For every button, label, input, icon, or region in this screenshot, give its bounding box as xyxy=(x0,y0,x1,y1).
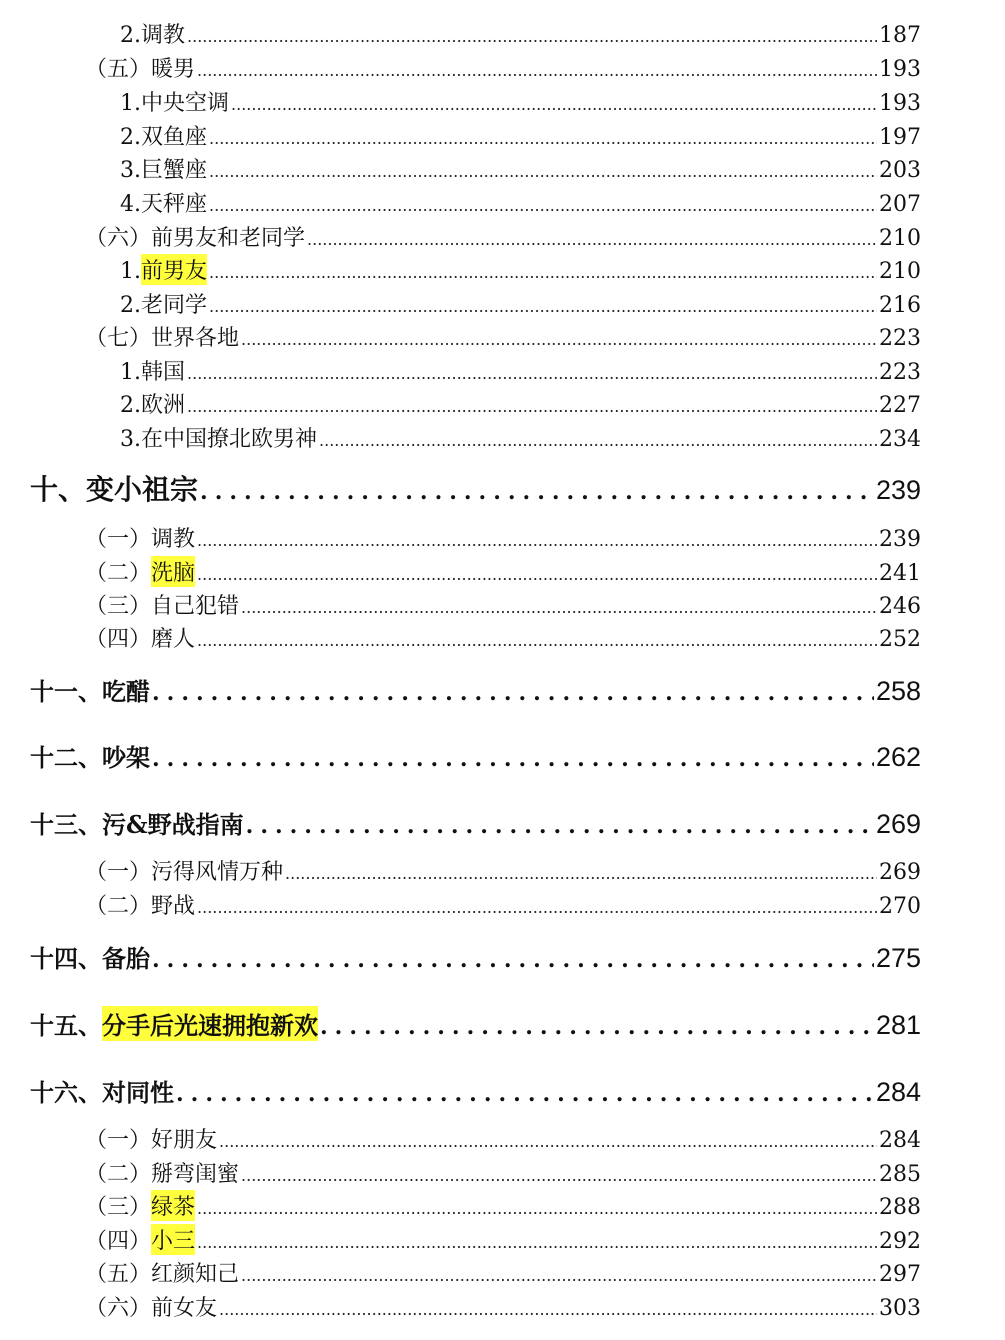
entry-number: （四） xyxy=(85,1229,152,1254)
entry-number: （五） xyxy=(85,57,152,82)
toc-chapter[interactable] xyxy=(30,672,921,707)
entry-number: 3. xyxy=(120,427,141,452)
entry-title: 中央空调 xyxy=(141,91,230,116)
chapter-title: 吵架 xyxy=(102,743,150,772)
entry-number: （七） xyxy=(85,326,152,351)
toc-entry[interactable] xyxy=(85,1291,921,1321)
entry-title: 自己犯错 xyxy=(151,594,240,619)
entry-title: 巨蟹座 xyxy=(141,158,208,183)
page-number: 241 xyxy=(879,561,921,586)
chapter-number: 十五、 xyxy=(30,1011,102,1040)
entry-title: 前男友和老同学 xyxy=(151,226,306,251)
page-number: 292 xyxy=(879,1229,921,1254)
page-number: 223 xyxy=(879,360,921,385)
toc-entry[interactable] xyxy=(120,187,921,217)
entry-title: 暖男 xyxy=(151,57,196,82)
page-number: 281 xyxy=(875,1010,921,1040)
dot-leader xyxy=(320,1014,874,1040)
dot-leader xyxy=(241,1266,877,1285)
toc-entry[interactable] xyxy=(120,120,921,150)
toc-entry[interactable] xyxy=(85,855,921,885)
dot-leader xyxy=(241,330,877,349)
toc-chapter[interactable] xyxy=(30,805,921,840)
entry-number: （五） xyxy=(85,1262,152,1287)
entry-title: 污得风情万种 xyxy=(151,860,284,885)
toc-entry[interactable] xyxy=(85,889,921,919)
dot-leader xyxy=(197,1199,877,1218)
dot-leader xyxy=(187,397,877,416)
page-number: 227 xyxy=(879,393,921,418)
entry-number: （三） xyxy=(85,594,152,619)
page-number: 193 xyxy=(879,57,921,82)
dot-leader xyxy=(219,1132,877,1151)
page-number: 193 xyxy=(879,91,921,116)
dot-leader xyxy=(285,864,877,883)
dot-leader xyxy=(197,631,877,650)
chapter-title: 吃醋 xyxy=(102,677,150,706)
chapter-number: 十六、 xyxy=(30,1078,102,1107)
entry-number: （一） xyxy=(85,527,152,552)
entry-number: （四） xyxy=(85,627,152,652)
toc-chapter[interactable] xyxy=(30,939,921,974)
page-number: 234 xyxy=(879,427,921,452)
entry-number: 4. xyxy=(120,192,141,217)
page-number: 207 xyxy=(879,192,921,217)
page-number: 210 xyxy=(879,226,921,251)
page-number: 239 xyxy=(875,475,921,505)
entry-title: 调教 xyxy=(141,23,186,48)
entry-title: 野战 xyxy=(151,894,196,919)
toc-entry[interactable] xyxy=(120,18,921,48)
page-number: 223 xyxy=(879,326,921,351)
page-number: 288 xyxy=(879,1195,921,1220)
entry-title: 小三 xyxy=(151,1224,195,1255)
entry-number: （一） xyxy=(85,1128,152,1153)
dot-leader xyxy=(307,230,877,249)
chapter-number: 十三、 xyxy=(30,810,102,839)
entry-number: 2. xyxy=(120,125,141,150)
entry-number: 2. xyxy=(120,23,141,48)
entry-number: 1. xyxy=(120,91,141,116)
dot-leader xyxy=(319,431,877,450)
chapter-number: 十二、 xyxy=(30,743,102,772)
entry-number: 2. xyxy=(120,393,141,418)
chapter-number: 十一、 xyxy=(30,677,102,706)
dot-leader xyxy=(197,565,877,584)
entry-title: 欧洲 xyxy=(141,393,186,418)
dot-leader xyxy=(197,1233,877,1252)
toc-entry[interactable] xyxy=(85,1123,921,1153)
dot-leader xyxy=(197,531,877,550)
entry-number: 1. xyxy=(120,259,141,284)
toc-entry[interactable] xyxy=(85,321,921,351)
page-number: 239 xyxy=(879,527,921,552)
entry-title: 老同学 xyxy=(141,293,208,318)
dot-leader xyxy=(152,680,874,706)
page-number: 275 xyxy=(875,943,921,973)
entry-number: 2. xyxy=(120,293,141,318)
dot-leader xyxy=(187,27,877,46)
page-number: 246 xyxy=(879,594,921,619)
chapter-title: 对同性 xyxy=(102,1078,174,1107)
dot-leader xyxy=(200,479,874,505)
page-number: 262 xyxy=(875,742,921,772)
page-number: 210 xyxy=(879,259,921,284)
toc-chapter[interactable] xyxy=(30,468,921,508)
page-number: 252 xyxy=(879,627,921,652)
toc-entry[interactable] xyxy=(85,622,921,652)
toc-chapter[interactable] xyxy=(30,1073,921,1108)
toc-entry[interactable] xyxy=(120,254,921,284)
page-number: 269 xyxy=(879,860,921,885)
toc-entry[interactable] xyxy=(120,355,921,385)
toc-entry[interactable] xyxy=(85,1157,921,1187)
toc-entry[interactable] xyxy=(85,556,921,586)
toc-entry[interactable] xyxy=(120,388,921,418)
entry-title: 调教 xyxy=(151,527,196,552)
page-number: 284 xyxy=(879,1128,921,1153)
toc-entry[interactable] xyxy=(85,1190,921,1220)
page-number: 285 xyxy=(879,1162,921,1187)
entry-title: 磨人 xyxy=(151,627,196,652)
dot-leader xyxy=(231,95,877,114)
toc-entry[interactable] xyxy=(85,522,921,552)
entry-number: 3. xyxy=(120,158,141,183)
dot-leader xyxy=(209,129,877,148)
chapter-title: 污&野战指南 xyxy=(102,810,244,839)
page-number: 269 xyxy=(875,809,921,839)
toc-entry[interactable] xyxy=(85,52,921,82)
chapter-title: 备胎 xyxy=(102,944,150,973)
entry-title: 天秤座 xyxy=(141,192,208,217)
dot-leader xyxy=(241,598,877,617)
toc-entry[interactable] xyxy=(120,86,921,116)
entry-title: 世界各地 xyxy=(151,326,240,351)
entry-number: 1. xyxy=(120,360,141,385)
toc-entry[interactable] xyxy=(120,422,921,452)
page-number: 197 xyxy=(879,125,921,150)
entry-number: （二） xyxy=(85,561,152,586)
entry-title: 前女友 xyxy=(151,1296,218,1321)
toc-entry[interactable] xyxy=(120,288,921,318)
entry-title: 掰弯闺蜜 xyxy=(151,1162,240,1187)
entry-title: 红颜知己 xyxy=(151,1262,240,1287)
entry-number: （三） xyxy=(85,1195,152,1220)
entry-number: （一） xyxy=(85,860,152,885)
entry-number: （二） xyxy=(85,1162,152,1187)
toc-entry[interactable] xyxy=(85,1224,921,1254)
toc-entry[interactable] xyxy=(85,1257,921,1287)
entry-number: （六） xyxy=(85,226,152,251)
page-number: 297 xyxy=(879,1262,921,1287)
entry-number: （二） xyxy=(85,894,152,919)
dot-leader xyxy=(176,1081,874,1107)
dot-leader xyxy=(209,162,877,181)
page-number: 187 xyxy=(879,23,921,48)
dot-leader xyxy=(152,746,874,772)
chapter-number: 十四、 xyxy=(30,944,102,973)
toc-chapter[interactable] xyxy=(30,1006,921,1041)
page-number: 216 xyxy=(879,293,921,318)
dot-leader xyxy=(152,947,874,973)
entry-title: 绿茶 xyxy=(151,1190,195,1221)
dot-leader xyxy=(197,898,877,917)
entry-title: 前男友 xyxy=(141,254,207,285)
chapter-title: 分手后光速拥抱新欢 xyxy=(102,1006,318,1041)
toc-entry[interactable] xyxy=(85,589,921,619)
page-number: 258 xyxy=(875,676,921,706)
page-number: 203 xyxy=(879,158,921,183)
entry-title: 在中国撩北欧男神 xyxy=(141,427,318,452)
dot-leader xyxy=(187,364,877,383)
toc-entry[interactable] xyxy=(120,153,921,183)
entry-title: 双鱼座 xyxy=(141,125,208,150)
dot-leader xyxy=(241,1166,877,1185)
entry-title: 好朋友 xyxy=(151,1128,218,1153)
entry-title: 韩国 xyxy=(141,360,186,385)
page-number: 284 xyxy=(875,1077,921,1107)
chapter-number: 十、 xyxy=(30,473,87,506)
page-number: 270 xyxy=(879,894,921,919)
page-number: 303 xyxy=(879,1296,921,1321)
toc-entry[interactable] xyxy=(85,221,921,251)
dot-leader xyxy=(219,1300,877,1319)
dot-leader xyxy=(209,263,877,282)
dot-leader xyxy=(197,61,877,80)
chapter-title: 变小祖宗 xyxy=(86,473,199,506)
dot-leader xyxy=(209,297,877,316)
dot-leader xyxy=(246,813,874,839)
entry-number: （六） xyxy=(85,1296,152,1321)
toc-chapter[interactable] xyxy=(30,738,921,773)
dot-leader xyxy=(209,196,877,215)
entry-title: 洗脑 xyxy=(151,556,195,587)
